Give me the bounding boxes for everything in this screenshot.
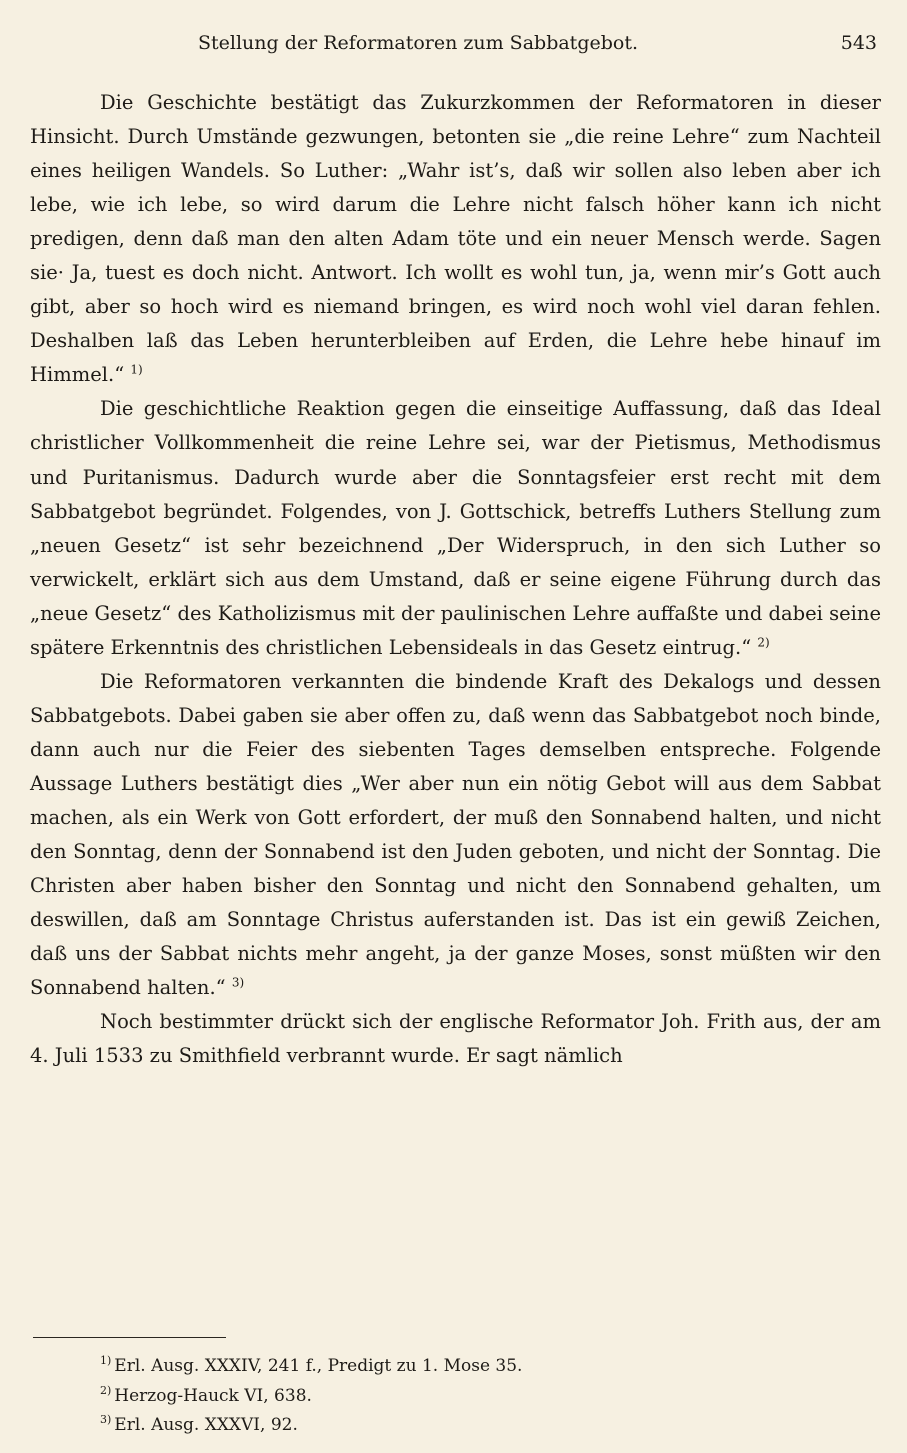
- paragraph-3: [30, 665, 881, 1005]
- footnote-1: [100, 1352, 880, 1382]
- footnote-text: Erl. Ausg. XXXVI, 92.: [114, 1415, 298, 1435]
- paragraph-text: Die geschichtliche Reaktion gegen die einseitige Auffassung, daß das Ideal christlicher Vollkommenheit die reine Lehre sei, war der Pietismus, Methodismus und Puritanismus. Dadurch wurde aber die Sonntagsfeier erst recht mit dem Sabbatgebot begründet. Folgendes, von J. Gottschick, betreffs Luthers Stellung zum „neuen Gesetz“ ist sehr bezeichnend „Der Widerspruch, in den sich Luther so verwickelt, erklärt sich aus dem Umstand, daß er seine eigene Führung durch das „neue Gesetz“ des Katholizismus mit der paulinischen Lehre auffaßte und dabei seine spätere Erkenntnis des christlichen Lebensideals in das Gesetz eintrug.“: [30, 397, 881, 659]
- paragraph-1: [30, 86, 881, 392]
- page-number: 543: [840, 32, 877, 54]
- paragraph-4: [30, 1005, 881, 1073]
- footnote-reference: 2): [757, 635, 770, 650]
- footnote-text: Erl. Ausg. XXXIV, 241 f., Predigt zu 1. Mose 35.: [114, 1356, 523, 1376]
- footnote-mark: 3): [100, 1413, 112, 1427]
- footnote-3: [100, 1411, 880, 1441]
- running-header: [198, 28, 877, 58]
- running-title: Stellung der Reformatoren zum Sabbatgebot.: [198, 32, 638, 54]
- footnote-text: Herzog-Hauck VI, 638.: [114, 1385, 312, 1406]
- paragraph-text: Die Geschichte bestätigt das Zukurzkommen der Reformatoren in dieser Hinsicht. Durch Umstände gezwungen, betonten sie „die reine Lehre“ zum Nachteil eines heiligen Wandels. So Luther: „Wahr ist’s, daß wir sollen also leben aber ich lebe, wie ich lebe, so wird darum die Lehre nicht falsch höher kann ich nicht predigen, denn daß man den alten Adam töte und ein neuer Mensch werde. Sagen sie· Ja, tuest es doch nicht. Antwort. Ich wollt es wohl tun, ja, wenn mir’s Gott auch gibt, aber so hoch wird es niemand bringen, es wird noch wohl viel daran fehlen. Deshalben laß das Leben herunterbleiben auf Erden, die Lehre hebe hinauf im Himmel.“: [30, 91, 881, 387]
- footnote-mark: 1): [100, 1354, 112, 1368]
- footnotes: [100, 1352, 880, 1441]
- paragraph-text: Die Reformatoren verkannten die bindende Kraft des Dekalogs und dessen Sabbatgebots. Dabei gaben sie aber offen zu, daß wenn das Sabbatgebot noch binde, dann auch nur die Feier des siebenten Tages demselben entspreche. Folgende Aussage Luthers bestätigt dies „Wer aber nun ein nötig Gebot will aus dem Sabbat machen, als ein Werk von Gott erfordert, der muß den Sonnabend halten, und nicht den Sonntag, denn der Sonnabend ist den Juden geboten, und nicht der Sonntag. Die Christen aber haben bisher den Sonntag und nicht den Sonnabend gehalten, um deswillen, daß am Sonntage Christus auferstanden ist. Das ist ein gewiß Zeichen, daß uns der Sabbat nichts mehr angeht, ja der ganze Moses, sonst müßten wir den Sonnabend halten.“: [30, 669, 881, 1000]
- footnote-mark: 2): [100, 1383, 112, 1397]
- footnote-divider: [33, 1337, 226, 1338]
- footnote-reference: 3): [231, 975, 245, 990]
- body-text: [30, 86, 881, 1073]
- paragraph-text: Noch bestimmter drückt sich der englische Reformator Joh. Frith aus, der am 4. Juli 1533 zu Smithfield verbrannt wurde. Er sagt nämlich: [30, 1010, 881, 1068]
- paragraph-2: [30, 392, 881, 664]
- footnote-2: [100, 1382, 880, 1412]
- footnote-reference: 1): [130, 362, 143, 377]
